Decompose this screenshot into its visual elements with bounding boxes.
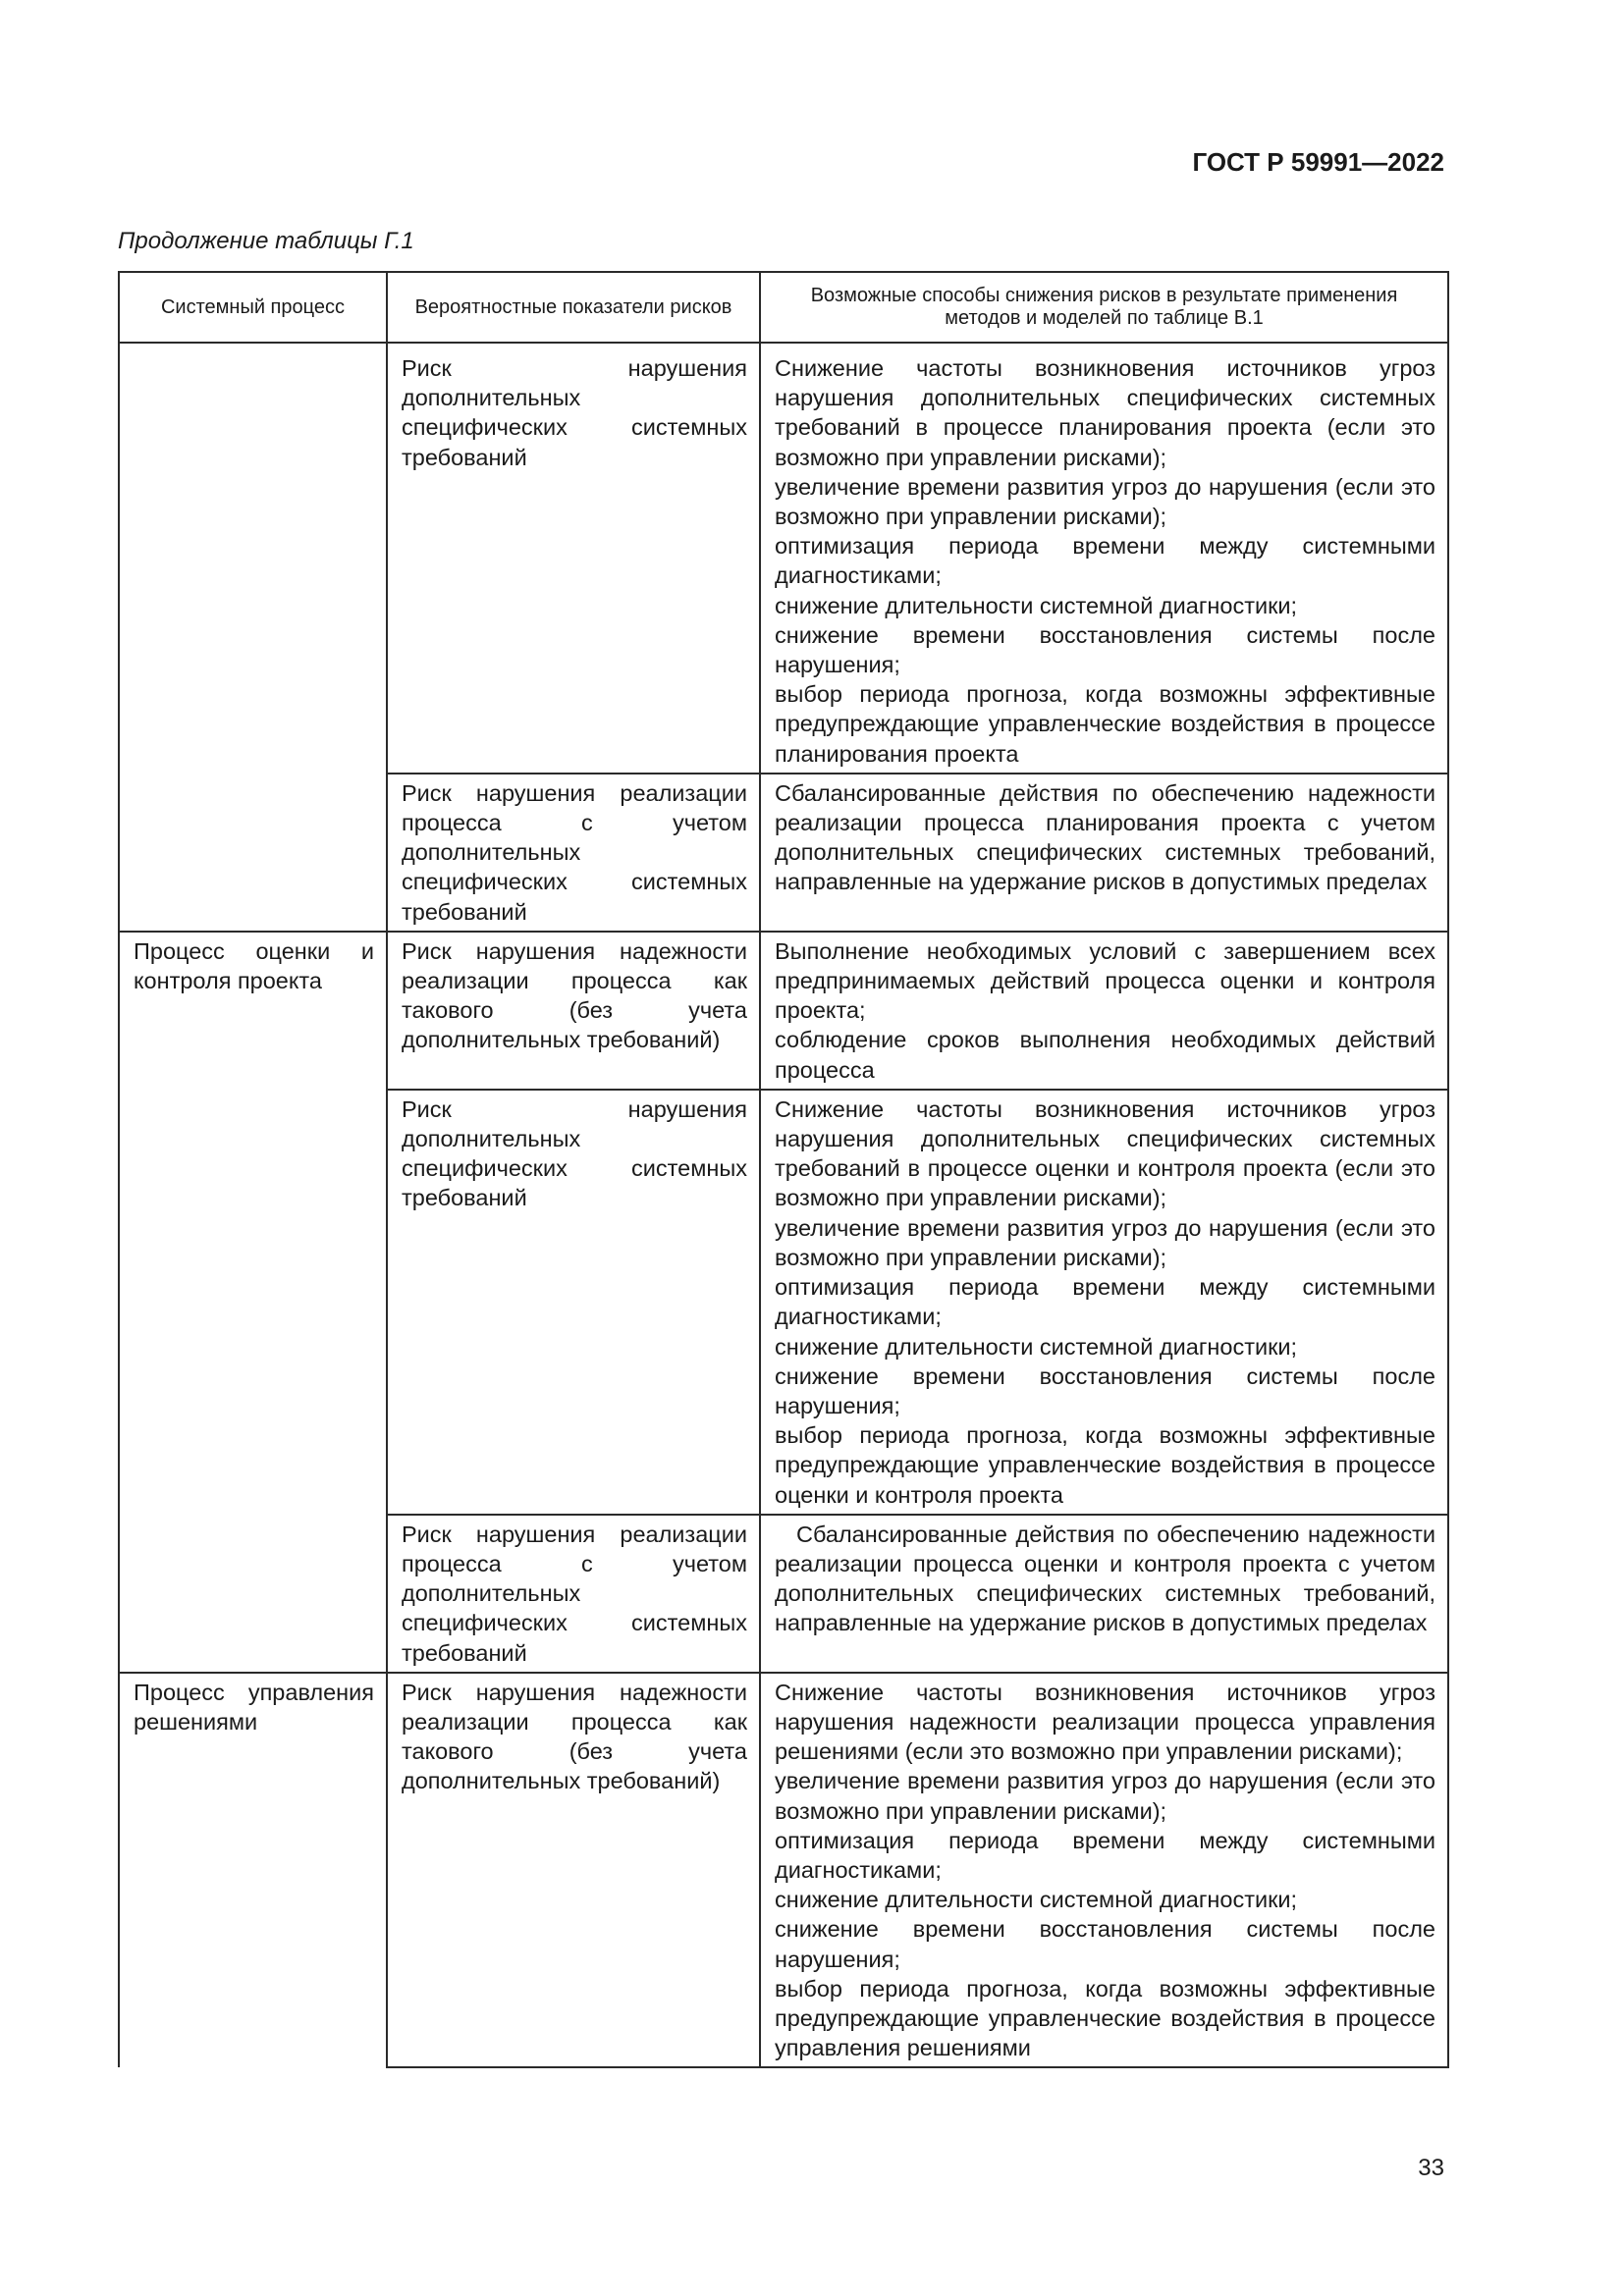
method-line: увеличение времени развития угроз до нарушения (если это возможно при управлении рисками); [775,473,1435,530]
methods-cell [760,932,1448,1090]
methods-cell [760,1673,1448,2068]
methods-cell [760,1090,1448,1515]
table-row [119,774,1448,932]
process-cell: Процесс оценки и контроля проекта [119,932,387,1090]
risk-cell: Риск нарушения дополнительных специфических системных требований [387,343,760,774]
method-line: выбор периода прогноза, когда возможны эффективные предупреждающие управленческие воздействия в процессе оценки и контроля проекта [775,1422,1435,1508]
method-line: увеличение времени развития угроз до нарушения (если это возможно при управлении рисками); [775,1768,1435,1824]
table-row [119,1090,1448,1515]
process-cell [119,1515,387,1673]
method-line: выбор периода прогноза, когда возможны эффективные предупреждающие управленческие воздействия в процессе планирования проекта [775,681,1435,767]
column-header-risk: Вероятностные показатели рисков [387,272,760,343]
method-line: Сбалансированные действия по обеспечению надежности реализации процесса оценки и контроля проекта с учетом дополнительных специфических системных требований, направленные на удержание рисков в допустимых пределах [775,1521,1435,1636]
method-line: оптимизация периода времени между системными диагностиками; [775,1274,1435,1330]
risk-table [118,271,1449,2068]
column-header-methods: Возможные способы снижения рисков в результате применения методов и моделей по таблице В.1 [760,272,1448,343]
risk-cell: Риск нарушения реализации процесса с учетом дополнительных специфических системных требований [387,774,760,932]
table-row [119,932,1448,1090]
risk-cell: Риск нарушения дополнительных специфических системных требований [387,1090,760,1515]
methods-cell [760,774,1448,932]
method-line: выбор периода прогноза, когда возможны эффективные предупреждающие управленческие воздействия в процессе управления решениями [775,1975,1435,2061]
method-line: Выполнение необходимых условий с завершением всех предпринимаемых действий процесса оценки и контроля проекта; [775,937,1435,1024]
risk-table-wrapper [118,271,1447,2068]
table-header-row [119,272,1448,343]
method-line: снижение времени восстановления системы после нарушения; [775,1362,1435,1418]
process-cell [119,1090,387,1515]
method-line: Снижение частоты возникновения источников угроз нарушения надежности реализации процесса управления решениями (если это возможно при управлении рисками); [775,1679,1435,1765]
method-line: Снижение частоты возникновения источников угроз нарушения дополнительных специфических системных требований в процессе планирования проекта (если это возможно при управлении рисками); [775,355,1435,470]
process-cell [119,774,387,932]
method-line: Сбалансированные действия по обеспечению надежности реализации процесса планирования проекта с учетом дополнительных специфических системных требований, направленные на удержание рисков в допустимых пределах [775,779,1435,895]
method-line: снижение длительности системной диагностики; [775,592,1298,618]
table-caption: Продолжение таблицы Г.1 [118,228,414,254]
method-line: снижение времени восстановления системы после нарушения; [775,1916,1435,1972]
process-cell: Процесс управления решениями [119,1673,387,2068]
method-line: оптимизация периода времени между системными диагностиками; [775,1827,1435,1883]
method-line: снижение длительности системной диагностики; [775,1333,1298,1360]
process-cell [119,343,387,774]
risk-cell: Риск нарушения реализации процесса с учетом дополнительных специфических системных требований [387,1515,760,1673]
table-row [119,1515,1448,1673]
table-row [119,343,1448,774]
document-code: ГОСТ Р 59991—2022 [1192,147,1444,177]
method-line: Снижение частоты возникновения источников угроз нарушения дополнительных специфических системных требований в процессе оценки и контроля проекта (если это возможно при управлении рисками); [775,1095,1435,1211]
method-line: соблюдение сроков выполнения необходимых действий процесса [775,1027,1435,1083]
risk-cell: Риск нарушения надежности реализации процесса как такового (без учета дополнительных требований) [387,1673,760,2068]
method-line: снижение времени восстановления системы после нарушения; [775,621,1435,678]
column-header-process: Системный процесс [119,272,387,343]
method-line: увеличение времени развития угроз до нарушения (если это возможно при управлении рисками); [775,1214,1435,1270]
page-number: 33 [1418,2155,1444,2181]
method-line: оптимизация периода времени между системными диагностиками; [775,533,1435,589]
methods-cell [760,1515,1448,1673]
table-row [119,1673,1448,2068]
methods-cell [760,343,1448,774]
risk-cell: Риск нарушения надежности реализации процесса как такового (без учета дополнительных требований) [387,932,760,1090]
method-line: снижение длительности системной диагностики; [775,1887,1298,1913]
